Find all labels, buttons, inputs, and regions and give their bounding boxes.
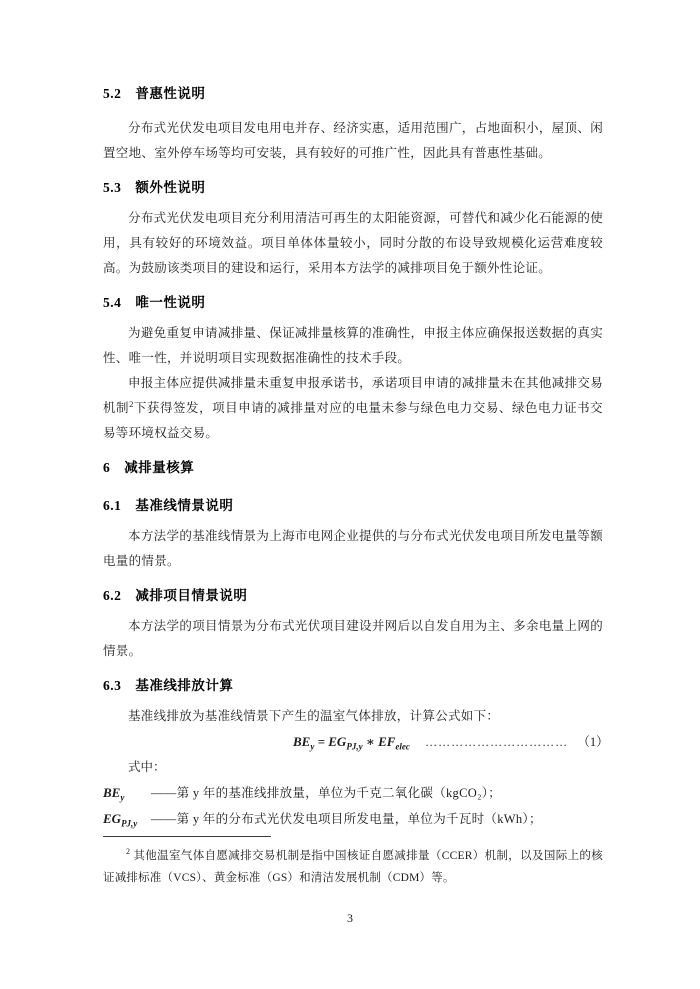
- footnote-text: 其他温室气体自愿减排交易机制是指中国核证自愿减排量（CCER）机制，以及国际上的核证减排标准（VCS）、黄金标准（GS）和清洁发展机制（CDM）等。: [103, 850, 603, 884]
- variable-symbol: $BE_y$: [103, 785, 125, 803]
- equation-dot-leader: ……………………………: [425, 735, 569, 749]
- variable-definition-row: [103, 780, 603, 806]
- section-number: 5.2: [103, 86, 122, 101]
- section-heading-6-3: [103, 676, 603, 695]
- section-title: 普惠性说明: [135, 86, 206, 101]
- section-title: 唯一性说明: [135, 295, 206, 310]
- variable-description: ——第 y 年的基准线排放量，单位为千克二氧化碳（kgCO₂）；: [151, 786, 502, 800]
- section-heading-6-1: [103, 496, 603, 515]
- paragraph-text: 申报主体应提供减排量未重复申报承诺书，承诺项目申请的减排量未在其他减排交易机制: [103, 376, 603, 415]
- paragraph-5-2: 分布式光伏发电项目发电用电并存、经济实惠，适用范围广，占地面积小，屋顶、闲置空地、室外停车场等均可安装，具有较好的可推广性，因此具有普惠性基础。: [103, 121, 603, 160]
- footnote-separator: [103, 836, 271, 837]
- page-number: 3: [347, 911, 353, 925]
- section-title: 减排量核算: [124, 460, 195, 475]
- equation-1: [103, 729, 609, 755]
- equation-expression: $BE_y = EG_{PJ,y}$ ∗ $EF_{elec}$: [293, 734, 410, 752]
- paragraph-6-2: 本方法学的项目情景为分布式光伏项目建设并网后以自发自用为主、多余电量上网的情景。: [103, 619, 603, 658]
- footnote-reference: 2: [129, 398, 134, 409]
- section-heading-5-2: [103, 84, 603, 103]
- equation-where-label: 式中：: [128, 760, 166, 774]
- paragraph-5-3: 分布式光伏发电项目充分利用清洁可再生的太阳能资源，可替代和减少化石能源的使用，具有较好的环境效益。项目单体体量较小，同时分散的布设导致规模化运营难度较高。为鼓励该类项目的建设和运行，采用本方法学的减排项目免于额外性论证。: [103, 211, 603, 275]
- paragraph-6-3-intro: 基准线排放为基准线情景下产生的温室气体排放，计算公式如下：: [128, 709, 500, 723]
- section-title: 减排项目情景说明: [135, 588, 248, 603]
- section-number: 6.3: [103, 678, 122, 693]
- paragraph-6-1: 本方法学的基准线情景为上海市电网企业提供的与分布式光伏发电项目所发电量等额电量的情景。: [103, 529, 603, 568]
- section-title: 额外性说明: [135, 180, 206, 195]
- section-number: 6.2: [103, 588, 122, 603]
- paragraph-5-4-b: [103, 371, 603, 446]
- section-number: 6.1: [103, 498, 122, 513]
- variable-symbol: $EG_{PJ,y}$: [103, 811, 138, 829]
- footnote-marker: 2: [126, 847, 131, 857]
- section-heading-6: [103, 458, 603, 477]
- footnote-2: [103, 845, 603, 889]
- section-heading-5-3: [103, 178, 603, 197]
- paragraph-5-4-a: 为避免重复申请减排量、保证减排量核算的准确性，申报主体应确保报送数据的真实性、唯一性，并说明项目实现数据准确性的技术手段。: [103, 326, 603, 365]
- section-title: 基准线情景说明: [135, 498, 234, 513]
- section-number: 6: [103, 460, 111, 475]
- section-heading-5-4: [103, 293, 603, 312]
- section-heading-6-2: [103, 586, 603, 605]
- variable-definition-row: [103, 806, 603, 832]
- equation-number: （1）: [577, 735, 609, 749]
- section-number: 5.4: [103, 295, 122, 310]
- variable-description: ——第 y 年的分布式光伏发电项目所发电量，单位为千瓦时（kWh）；: [151, 812, 542, 826]
- section-number: 5.3: [103, 180, 122, 195]
- section-title: 基准线排放计算: [135, 678, 234, 693]
- paragraph-text: 下获得签发，项目申请的减排量对应的电量未参与绿色电力交易、绿色电力证书交易等环境权益交易。: [103, 401, 603, 440]
